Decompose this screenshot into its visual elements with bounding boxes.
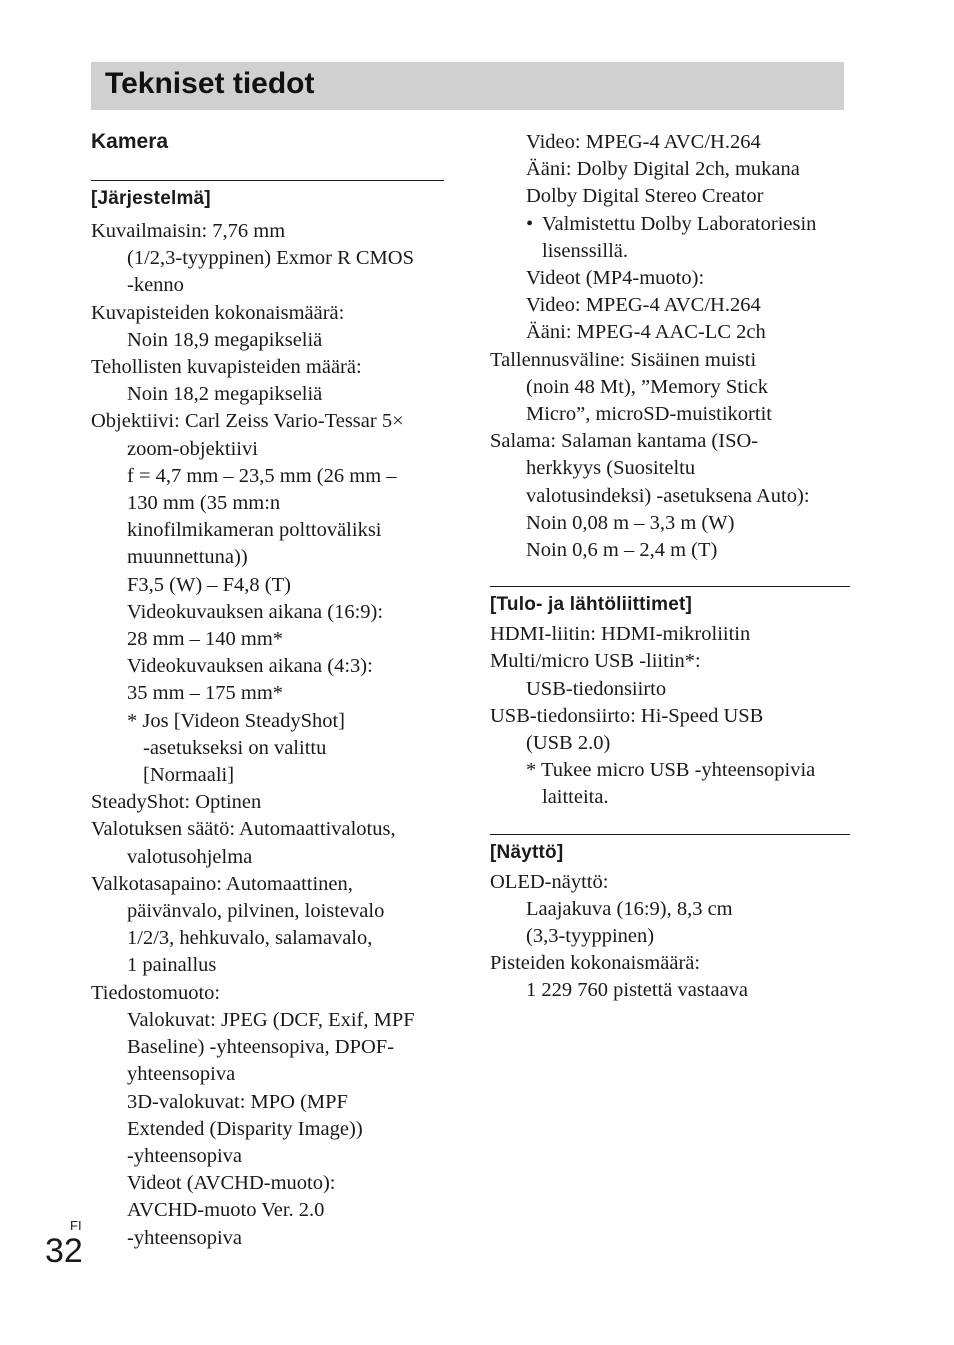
- spec-line: -yhteensopiva: [127, 1226, 242, 1249]
- spec-line: (noin 48 Mt), ”Memory Stick: [526, 375, 768, 398]
- left-column: [91, 218, 447, 1252]
- section-heading-naytto: [Näyttö]: [490, 841, 564, 863]
- spec-line: Videokuvauksen aikana (4:3):: [127, 655, 373, 678]
- footnote-line: [Normaali]: [143, 764, 235, 787]
- spec-line: 35 mm – 175 mm*: [127, 682, 284, 705]
- spec-line: 1 painallus: [127, 954, 217, 977]
- spec-line: Videot (AVCHD-muoto):: [127, 1172, 336, 1195]
- spec-line: Tiedostomuoto:: [91, 981, 221, 1004]
- spec-line: USB-tiedonsiirto: Hi-Speed USB: [490, 704, 764, 727]
- spec-line: kinofilmikameran polttoväliksi: [127, 519, 382, 542]
- spec-line: 28 mm – 140 mm*: [127, 628, 284, 651]
- spec-line: (1/2,3-tyyppinen) Exmor R CMOS: [127, 247, 414, 270]
- spec-line: 130 mm (35 mm:n: [127, 492, 281, 515]
- spec-line: Noin 18,2 megapikseliä: [127, 383, 323, 406]
- spec-line: Valotuksen säätö: Automaattivalotus,: [91, 818, 396, 841]
- spec-line: Videokuvauksen aikana (16:9):: [127, 600, 384, 623]
- footnote-line: -asetukseksi on valittu: [143, 736, 327, 759]
- spec-line: muunnettuna)): [127, 546, 248, 569]
- spec-line: Noin 18,9 megapikseliä: [127, 328, 323, 351]
- spec-line: Dolby Digital Stereo Creator: [526, 185, 764, 208]
- spec-line: OLED-näyttö:: [490, 870, 609, 893]
- spec-line: Objektiivi: Carl Zeiss Vario-Tessar 5×: [91, 410, 404, 433]
- spec-line: Baseline) -yhteensopiva, DPOF-: [127, 1036, 395, 1059]
- section-divider: [490, 834, 850, 835]
- spec-line: F3,5 (W) – F4,8 (T): [127, 573, 291, 596]
- spec-line: Laajakuva (16:9), 8,3 cm: [526, 897, 733, 920]
- section-heading-liittimet: [Tulo- ja lähtöliittimet]: [490, 594, 693, 616]
- spec-line: Videot (MP4-muoto):: [526, 267, 705, 290]
- spec-line: Multi/micro USB -liitin*:: [490, 650, 701, 673]
- spec-line: Tehollisten kuvapisteiden määrä:: [91, 356, 362, 379]
- spec-line: 3D-valokuvat: MPO (MPF: [127, 1090, 348, 1113]
- category-heading: Kamera: [91, 130, 169, 153]
- spec-line: zoom-objektiivi: [127, 437, 258, 460]
- footnote-line: laitteita.: [542, 786, 609, 809]
- spec-line: Extended (Disparity Image)): [127, 1117, 363, 1140]
- spec-line: Ääni: MPEG-4 AAC-LC 2ch: [526, 321, 766, 344]
- spec-line: Kuvailmaisin: 7,76 mm: [91, 220, 286, 242]
- spec-line: 1/2/3, hehkuvalo, salamavalo,: [127, 927, 373, 950]
- page-language: FI: [70, 1218, 82, 1233]
- spec-line: yhteensopiva: [127, 1063, 236, 1086]
- section-heading-jarjestelma: [Järjestelmä]: [91, 188, 211, 209]
- spec-line: valotusohjelma: [127, 845, 253, 868]
- spec-line: Tallennusväline: Sisäinen muisti: [490, 348, 757, 371]
- spec-line: Micro”, microSD-muistikortit: [526, 403, 772, 426]
- spec-line: (USB 2.0): [526, 732, 611, 755]
- bullet-icon: •: [526, 212, 534, 235]
- spec-line: Salama: Salaman kantama (ISO-: [490, 430, 759, 453]
- spec-line: 1 229 760 pistettä vastaava: [526, 979, 749, 1002]
- spec-line: Video: MPEG-4 AVC/H.264: [526, 131, 761, 153]
- footnote-line: * Tukee micro USB -yhteensopivia: [526, 759, 816, 782]
- bullet-text: Valmistettu Dolby Laboratoriesin: [542, 212, 817, 235]
- spec-line: f = 4,7 mm – 23,5 mm (26 mm –: [127, 464, 397, 487]
- title-bar: [91, 62, 844, 110]
- spec-line: herkkyys (Suositeltu: [526, 457, 696, 480]
- spec-line: SteadyShot: Optinen: [91, 791, 262, 814]
- spec-line: päivänvalo, pilvinen, loistevalo: [127, 900, 385, 923]
- spec-line: Video: MPEG-4 AVC/H.264: [526, 294, 761, 317]
- spec-line: Ääni: Dolby Digital 2ch, mukana: [526, 158, 800, 181]
- section-divider: [91, 180, 444, 181]
- bullet-text-cont: lisenssillä.: [542, 239, 628, 262]
- spec-line: Valkotasapaino: Automaattinen,: [91, 872, 353, 895]
- spec-line: -kenno: [127, 274, 184, 297]
- page-title: Tekniset tiedot: [105, 67, 315, 100]
- spec-line: Valokuvat: JPEG (DCF, Exif, MPF: [127, 1008, 415, 1031]
- spec-line: HDMI-liitin: HDMI-mikroliitin: [490, 623, 751, 646]
- spec-line: valotusindeksi) -asetuksena Auto):: [526, 484, 810, 507]
- spec-line: Kuvapisteiden kokonaismäärä:: [91, 301, 345, 324]
- spec-line: Pisteiden kokonaismäärä:: [490, 952, 701, 975]
- page-number: 32: [45, 1232, 83, 1270]
- spec-line: -yhteensopiva: [127, 1144, 242, 1167]
- spec-line: AVCHD-muoto Ver. 2.0: [127, 1199, 325, 1222]
- bullet-item: [490, 211, 850, 238]
- spec-line: (3,3-tyyppinen): [526, 925, 655, 948]
- right-column: [490, 129, 850, 1005]
- section-divider: [490, 586, 850, 587]
- spec-line: USB-tiedonsiirto: [526, 677, 667, 700]
- spec-line: Noin 0,6 m – 2,4 m (T): [526, 539, 718, 562]
- spec-line: Noin 0,08 m – 3,3 m (W): [526, 511, 735, 534]
- footnote-line: * Jos [Videon SteadyShot]: [127, 709, 345, 732]
